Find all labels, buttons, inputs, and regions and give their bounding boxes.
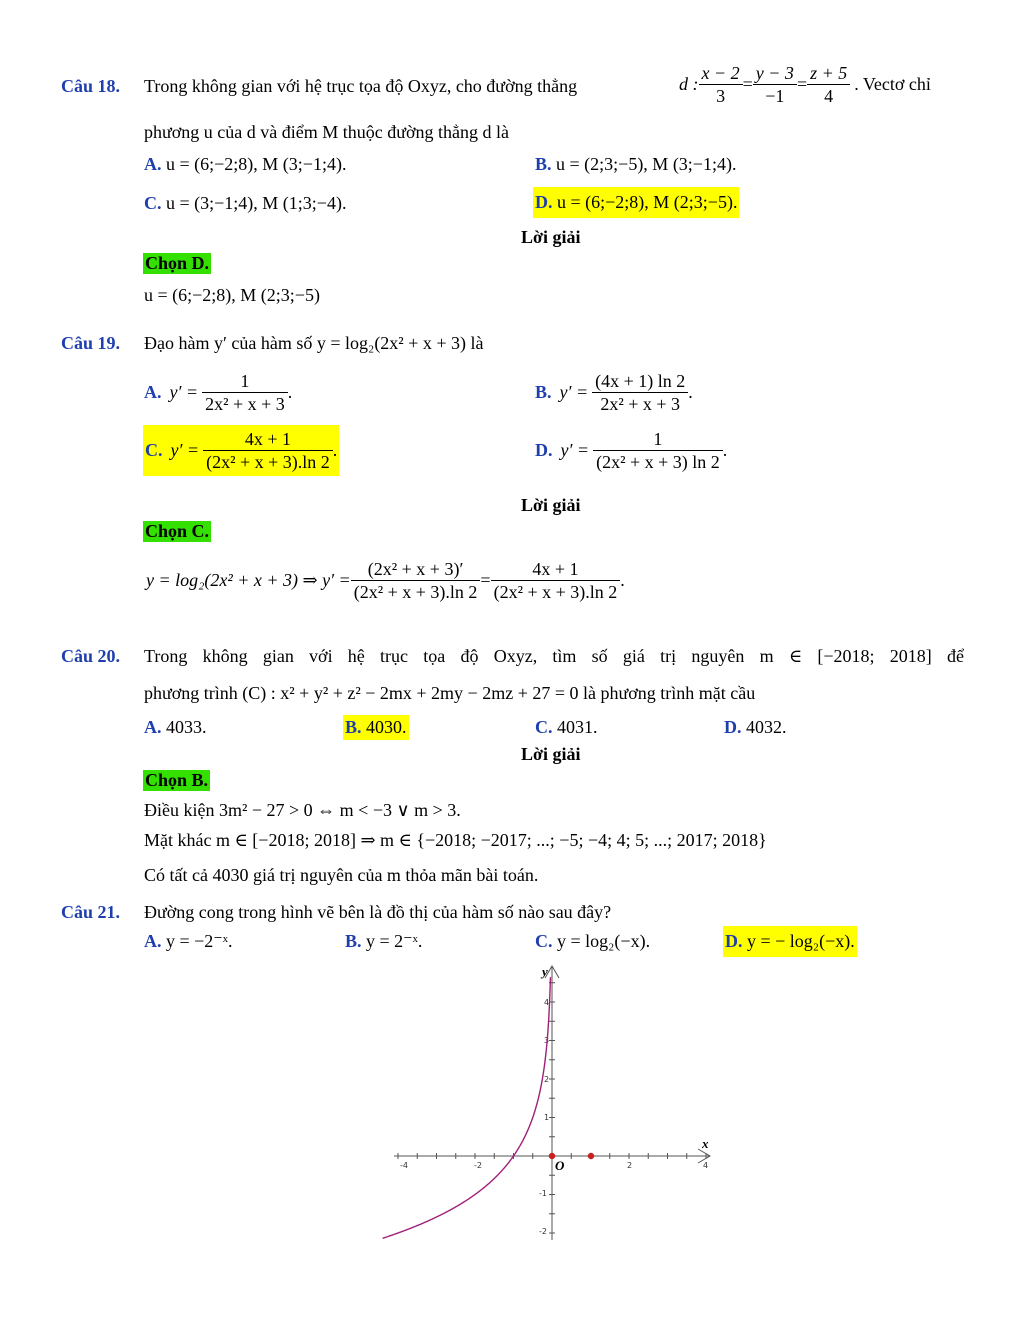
q18-frac3 xyxy=(807,62,850,107)
q19-solution-num2: 4x + 1 xyxy=(491,558,621,581)
q18-frac2 xyxy=(753,62,797,107)
x-axis-label: x xyxy=(702,1136,709,1151)
q20-stem-line1: Trong không gian với hệ trục tọa độ Oxyz, tìm số giá trị nguyên m ∈ [−2018; 2018] để xyxy=(144,646,964,666)
y-tick-label: 4 xyxy=(544,998,550,1007)
q19-option-a-den: 2x² + x + 3 xyxy=(205,394,285,414)
q18-option-d-label: D. xyxy=(535,192,553,212)
q19-solution-den2: (2x² + x + 3).ln 2 xyxy=(493,582,618,602)
q21-option-d[interactable] xyxy=(723,926,857,957)
y-tick-label: 1 xyxy=(544,1113,550,1122)
q21-graph xyxy=(380,958,730,1248)
q20-option-d-text: 4032. xyxy=(746,717,787,737)
q18-option-d-text: u = (6;−2;8), M (2;3;−5). xyxy=(557,192,738,212)
q20-solution-2: Mặt khác m ∈ [−2018; 2018] ⇒ m ∈ {−2018; −2017; ...; −5; −4; 4; 5; ...; 2017; 2018} xyxy=(144,830,767,850)
q18-frac1-den: 3 xyxy=(716,86,726,106)
q19-option-a-frac xyxy=(202,370,288,415)
q20-option-d[interactable] xyxy=(724,717,787,738)
x-tick-label: 2 xyxy=(627,1161,633,1170)
q19-solution-frac1 xyxy=(351,558,481,603)
q19-solution-lhs: y = log₂(2x² + x + 3) ⇒ y′ = xyxy=(146,570,351,590)
q18-option-c[interactable] xyxy=(144,193,346,214)
q18-frac2-den: −1 xyxy=(765,86,785,106)
q19-solution-num1: (2x² + x + 3)′ xyxy=(351,558,481,581)
q20-option-b-text: 4030. xyxy=(366,717,407,737)
x-tick-label: -4 xyxy=(400,1161,408,1170)
q19-option-d-frac xyxy=(593,428,723,473)
q19-solution: y = log₂(2x² + x + 3) ⇒ y′ = $\frac{\text{(2x² + x + 3)′}}{\text{(2x² + x + 3).ln 2}}$ = $\frac{4x + 1}{\text{(2x² + x + 3).ln 2}}$ . xyxy=(146,559,625,602)
function-curve xyxy=(383,977,551,1238)
q19-option-b[interactable]: B. y′ = $\frac{(4x + 1) \ln 2}{\text{2x² + x + 3}}$ . xyxy=(535,371,693,414)
q20-option-b[interactable] xyxy=(343,715,409,740)
q21-option-c-text: y = log₂(−x). xyxy=(557,931,651,951)
q19-option-c-lhs: y′ = xyxy=(170,440,200,460)
point-origin xyxy=(549,1153,555,1159)
q18-label: Câu 18. xyxy=(61,76,121,96)
q19-option-a-num: 1 xyxy=(202,370,288,393)
origin-label: O xyxy=(555,1158,565,1173)
q20-label: Câu 20. xyxy=(61,646,121,666)
q19-option-d-den: (2x² + x + 3) ln 2 xyxy=(596,452,720,472)
q18-frac1-num: x − 2 xyxy=(699,62,743,85)
x-tick-label: 4 xyxy=(703,1161,709,1170)
q19-option-b-num: (4x + 1) ln 2 xyxy=(592,370,688,393)
q21-option-b-text: y = 2⁻ˣ. xyxy=(366,931,423,951)
q18-frac3-num: z + 5 xyxy=(807,62,850,85)
q18-option-b-text: u = (2;3;−5), M (3;−1;4). xyxy=(556,154,737,174)
q18-solution-title: Lời giải xyxy=(521,227,581,247)
q18-option-a-label: A. xyxy=(144,154,162,174)
q19-solution-eq: = xyxy=(480,570,491,590)
q18-option-b[interactable] xyxy=(535,154,736,175)
q18-chosen: Chọn D. xyxy=(145,253,210,273)
q19-option-c[interactable]: C. y′ = $\frac{4x + 1}{\text{(2x² + x + 3).ln 2}}$ . xyxy=(143,425,339,476)
q19-option-c-label: C. xyxy=(145,440,163,460)
q18-frac2-num: y − 3 xyxy=(753,62,797,85)
q19-option-d-label: D. xyxy=(535,440,553,460)
q19-label: Câu 19. xyxy=(61,333,121,353)
q19-option-d-num: 1 xyxy=(593,428,723,451)
q18-stem-end: . Vectơ chỉ xyxy=(854,74,931,94)
q20-stem-line2: phương trình (C) : x² + y² + z² − 2mx + 2my − 2mz + 27 = 0 là phương trình mặt cầu xyxy=(144,683,756,703)
q19-option-a-label: A. xyxy=(144,382,162,402)
q19-solution-den1: (2x² + x + 3).ln 2 xyxy=(353,582,478,602)
q19-option-d[interactable]: D. y′ = $\frac{1}{\text{(2x² + x + 3) ln 2}}$ . xyxy=(535,429,728,472)
q19-stem: Đạo hàm y′ của hàm số y = log₂(2x² + x + 3) là xyxy=(144,333,484,353)
q21-option-c-label: C. xyxy=(535,931,553,951)
q19-chosen: Chọn C. xyxy=(145,521,210,541)
q19-option-b-lhs: y′ = xyxy=(559,382,589,402)
q20-option-c[interactable] xyxy=(535,717,598,738)
point-x-1 xyxy=(588,1153,594,1159)
q19-option-c-frac xyxy=(203,428,333,473)
q20-solution-title: Lời giải xyxy=(521,744,581,764)
q19-option-b-frac xyxy=(592,370,688,415)
q18-frac1 xyxy=(699,62,743,107)
q18-option-a[interactable] xyxy=(144,154,346,175)
q21-option-c[interactable] xyxy=(535,931,650,952)
y-tick-label: 2 xyxy=(544,1075,550,1084)
y-tick-label: 3 xyxy=(544,1036,550,1045)
x-tick-label: -2 xyxy=(474,1161,482,1170)
q21-option-a-label: A. xyxy=(144,931,162,951)
q21-option-d-text: y = − log₂(−x). xyxy=(747,931,855,951)
q18-option-c-label: C. xyxy=(144,193,162,213)
q19-option-a-lhs: y′ = xyxy=(169,382,199,402)
q19-option-a[interactable]: A. y′ = $\frac{1}{\text{2x² + x + 3}}$ . xyxy=(144,371,293,414)
y-tick-label: -1 xyxy=(539,1189,547,1198)
q18-option-c-text: u = (3;−1;4), M (1;3;−4). xyxy=(166,193,347,213)
q18-d-prefix: d : xyxy=(679,74,699,94)
q18-stem-line2: phương u của d và điểm M thuộc đường thẳng d là xyxy=(144,122,509,142)
q20-solution-1: Điều kiện 3m² − 27 > 0 ⇔ m < −3 ∨ m > 3. xyxy=(144,800,461,820)
q18-solution: u = (6;−2;8), M (2;3;−5) xyxy=(144,285,320,305)
q18-option-d[interactable] xyxy=(533,187,739,218)
y-axis-label: y xyxy=(542,964,548,979)
q21-option-a-text: y = −2⁻ˣ. xyxy=(166,931,233,951)
q20-option-d-label: D. xyxy=(724,717,742,737)
q18-option-b-label: B. xyxy=(535,154,552,174)
q18-option-a-text: u = (6;−2;8), M (3;−1;4). xyxy=(166,154,347,174)
q21-option-a[interactable] xyxy=(144,931,233,952)
y-tick-label: -2 xyxy=(539,1227,547,1236)
q19-option-c-num: 4x + 1 xyxy=(203,428,333,451)
q20-option-b-label: B. xyxy=(345,717,362,737)
q19-solution-frac2 xyxy=(491,558,621,603)
q18-line-equation: d : $\frac{x - 2}{3}$ = $\frac{y - 3}{-1}$ = $\frac{z + 5}{4}$ . Vectơ chỉ xyxy=(679,63,931,106)
q20-option-a-text: 4033. xyxy=(166,717,207,737)
q20-chosen: Chọn B. xyxy=(145,770,209,790)
q21-option-b[interactable] xyxy=(345,931,422,952)
q20-option-a-label: A. xyxy=(144,717,162,737)
q19-option-b-label: B. xyxy=(535,382,552,402)
q20-option-a[interactable] xyxy=(144,717,207,738)
q21-label: Câu 21. xyxy=(61,902,121,922)
q19-solution-title: Lời giải xyxy=(521,495,581,515)
q21-stem: Đường cong trong hình vẽ bên là đồ thị của hàm số nào sau đây? xyxy=(144,902,612,922)
q20-option-c-label: C. xyxy=(535,717,553,737)
q18-frac3-den: 4 xyxy=(824,86,834,106)
q20-solution-3: Có tất cả 4030 giá trị nguyên của m thỏa mãn bài toán. xyxy=(144,865,539,885)
q19-option-d-lhs: y′ = xyxy=(560,440,590,460)
q19-option-c-den: (2x² + x + 3).ln 2 xyxy=(206,452,330,472)
q21-option-b-label: B. xyxy=(345,931,362,951)
q19-option-b-den: 2x² + x + 3 xyxy=(600,394,681,414)
q21-option-d-label: D. xyxy=(725,931,743,951)
q20-option-c-text: 4031. xyxy=(557,717,598,737)
q18-stem-start: Trong không gian với hệ trục tọa độ Oxyz, cho đường thẳng xyxy=(144,76,578,96)
